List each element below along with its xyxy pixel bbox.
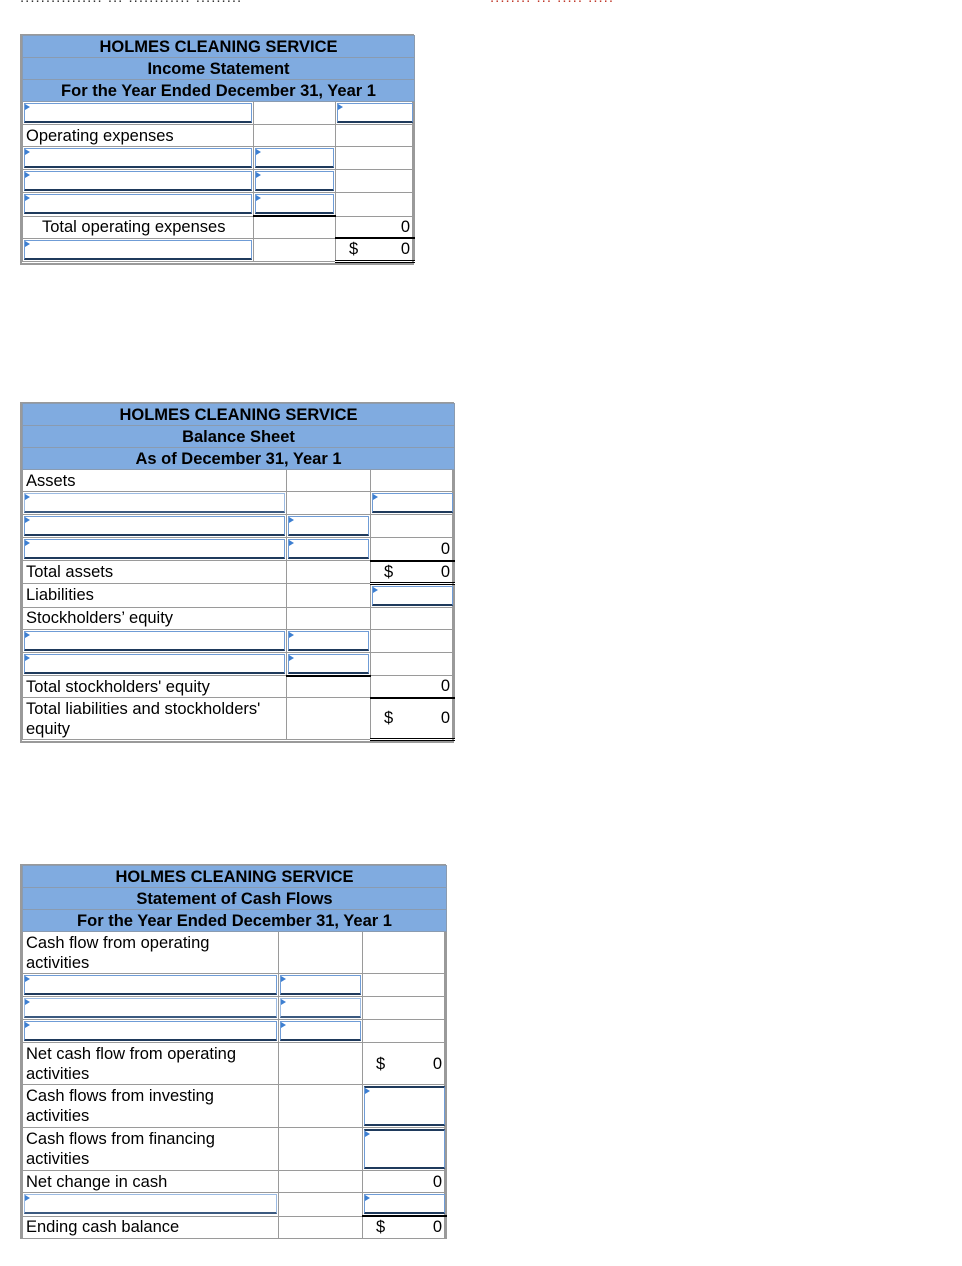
financing-activities-label: Cash flows from financing activities: [23, 1128, 279, 1171]
investing-amount-input[interactable]: [364, 1086, 445, 1126]
expense-amount-input[interactable]: [255, 148, 334, 168]
ending-cash-label: Ending cash balance: [23, 1216, 279, 1238]
balance-period: As of December 31, Year 1: [23, 448, 455, 470]
asset-subtotal-value: 0: [371, 538, 455, 561]
balance-title: Balance Sheet: [23, 426, 455, 448]
liabilities-label: Liabilities: [23, 583, 287, 607]
cash-title: Statement of Cash Flows: [23, 888, 447, 910]
equity-account-input[interactable]: [24, 631, 285, 651]
net-income-amount: 0: [400, 240, 410, 259]
cropped-text-dark: [20, 0, 242, 5]
income-period: For the Year Ended December 31, Year 1: [23, 80, 415, 102]
equity-amount-input[interactable]: [288, 654, 369, 674]
assets-label: Assets: [23, 470, 287, 492]
revenue-amount-input[interactable]: [337, 103, 413, 123]
ending-cash-value: [363, 1216, 447, 1238]
asset-account-input[interactable]: [24, 493, 285, 513]
cropped-instruction-text: [20, 0, 700, 5]
operating-expenses-label: Operating expenses: [23, 125, 254, 147]
asset-account-input[interactable]: [24, 539, 285, 559]
dollar-sign: $: [384, 562, 394, 581]
beginning-cash-amount-input[interactable]: [364, 1194, 445, 1214]
equity-amount-input[interactable]: [288, 631, 369, 651]
operating-amount-input[interactable]: [280, 1021, 361, 1041]
net-income-value: [336, 238, 415, 261]
total-liabilities-equity-label: Total liabilities and stockholders' equity: [23, 698, 287, 740]
dollar-sign: $: [384, 709, 394, 728]
expense-amount-input[interactable]: [255, 194, 334, 214]
asset-account-input[interactable]: [24, 516, 285, 536]
operating-activities-label: Cash flow from operating activities: [23, 932, 279, 974]
asset-amount-input[interactable]: [288, 516, 369, 536]
total-assets-amount: 0: [440, 562, 450, 581]
operating-item-input[interactable]: [24, 998, 277, 1018]
total-assets-value: [371, 561, 455, 584]
revenue-account-input[interactable]: [24, 103, 252, 123]
operating-amount-input[interactable]: [280, 975, 361, 995]
liabilities-amount-input[interactable]: [372, 586, 453, 606]
total-liabilities-equity-value: [371, 698, 455, 740]
investing-activities-label: Cash flows from investing activities: [23, 1085, 279, 1128]
financing-amount-input[interactable]: [364, 1129, 445, 1169]
operating-item-input[interactable]: [24, 975, 277, 995]
expense-account-input[interactable]: [24, 171, 252, 191]
total-assets-label: Total assets: [23, 561, 287, 584]
total-stockholders-equity-label: Total stockholders' equity: [23, 676, 287, 698]
total-operating-expenses-value: 0: [336, 216, 415, 238]
operating-item-input[interactable]: [24, 1021, 277, 1041]
operating-amount-input[interactable]: [280, 998, 361, 1018]
total-operating-expenses-label: Total operating expenses: [23, 216, 254, 238]
cropped-text-red: [490, 0, 614, 5]
asset-amount-input[interactable]: [372, 493, 453, 513]
cash-flow-statement: [20, 864, 446, 1239]
income-company-name: HOLMES CLEANING SERVICE: [23, 36, 415, 58]
expense-amount-input[interactable]: [255, 171, 334, 191]
balance-company-name: HOLMES CLEANING SERVICE: [23, 404, 455, 426]
beginning-cash-label-input[interactable]: [24, 1194, 277, 1214]
cash-company-name: HOLMES CLEANING SERVICE: [23, 866, 447, 888]
balance-sheet: [20, 402, 454, 743]
net-operating-label: Net cash flow from operating activities: [23, 1043, 279, 1085]
total-stockholders-equity-value: 0: [371, 676, 455, 698]
net-change-label: Net change in cash: [23, 1171, 279, 1193]
equity-account-input[interactable]: [24, 654, 285, 674]
dollar-sign: $: [376, 1218, 386, 1237]
cash-period: For the Year Ended December 31, Year 1: [23, 910, 447, 932]
expense-account-input[interactable]: [24, 148, 252, 168]
dollar-sign: $: [376, 1054, 386, 1073]
income-title: Income Statement: [23, 58, 415, 80]
net-operating-value: [363, 1043, 447, 1085]
net-income-label-input[interactable]: [24, 240, 252, 260]
total-liabilities-equity-amount: 0: [440, 709, 450, 728]
dollar-sign: $: [349, 240, 359, 259]
asset-amount-input[interactable]: [288, 539, 369, 559]
expense-account-input[interactable]: [24, 194, 252, 214]
net-change-value: 0: [363, 1171, 447, 1193]
income-statement: [20, 34, 414, 265]
ending-cash-amount: 0: [432, 1218, 442, 1237]
net-operating-amount: 0: [432, 1054, 442, 1073]
stockholders-equity-label: Stockholders’ equity: [23, 607, 287, 629]
